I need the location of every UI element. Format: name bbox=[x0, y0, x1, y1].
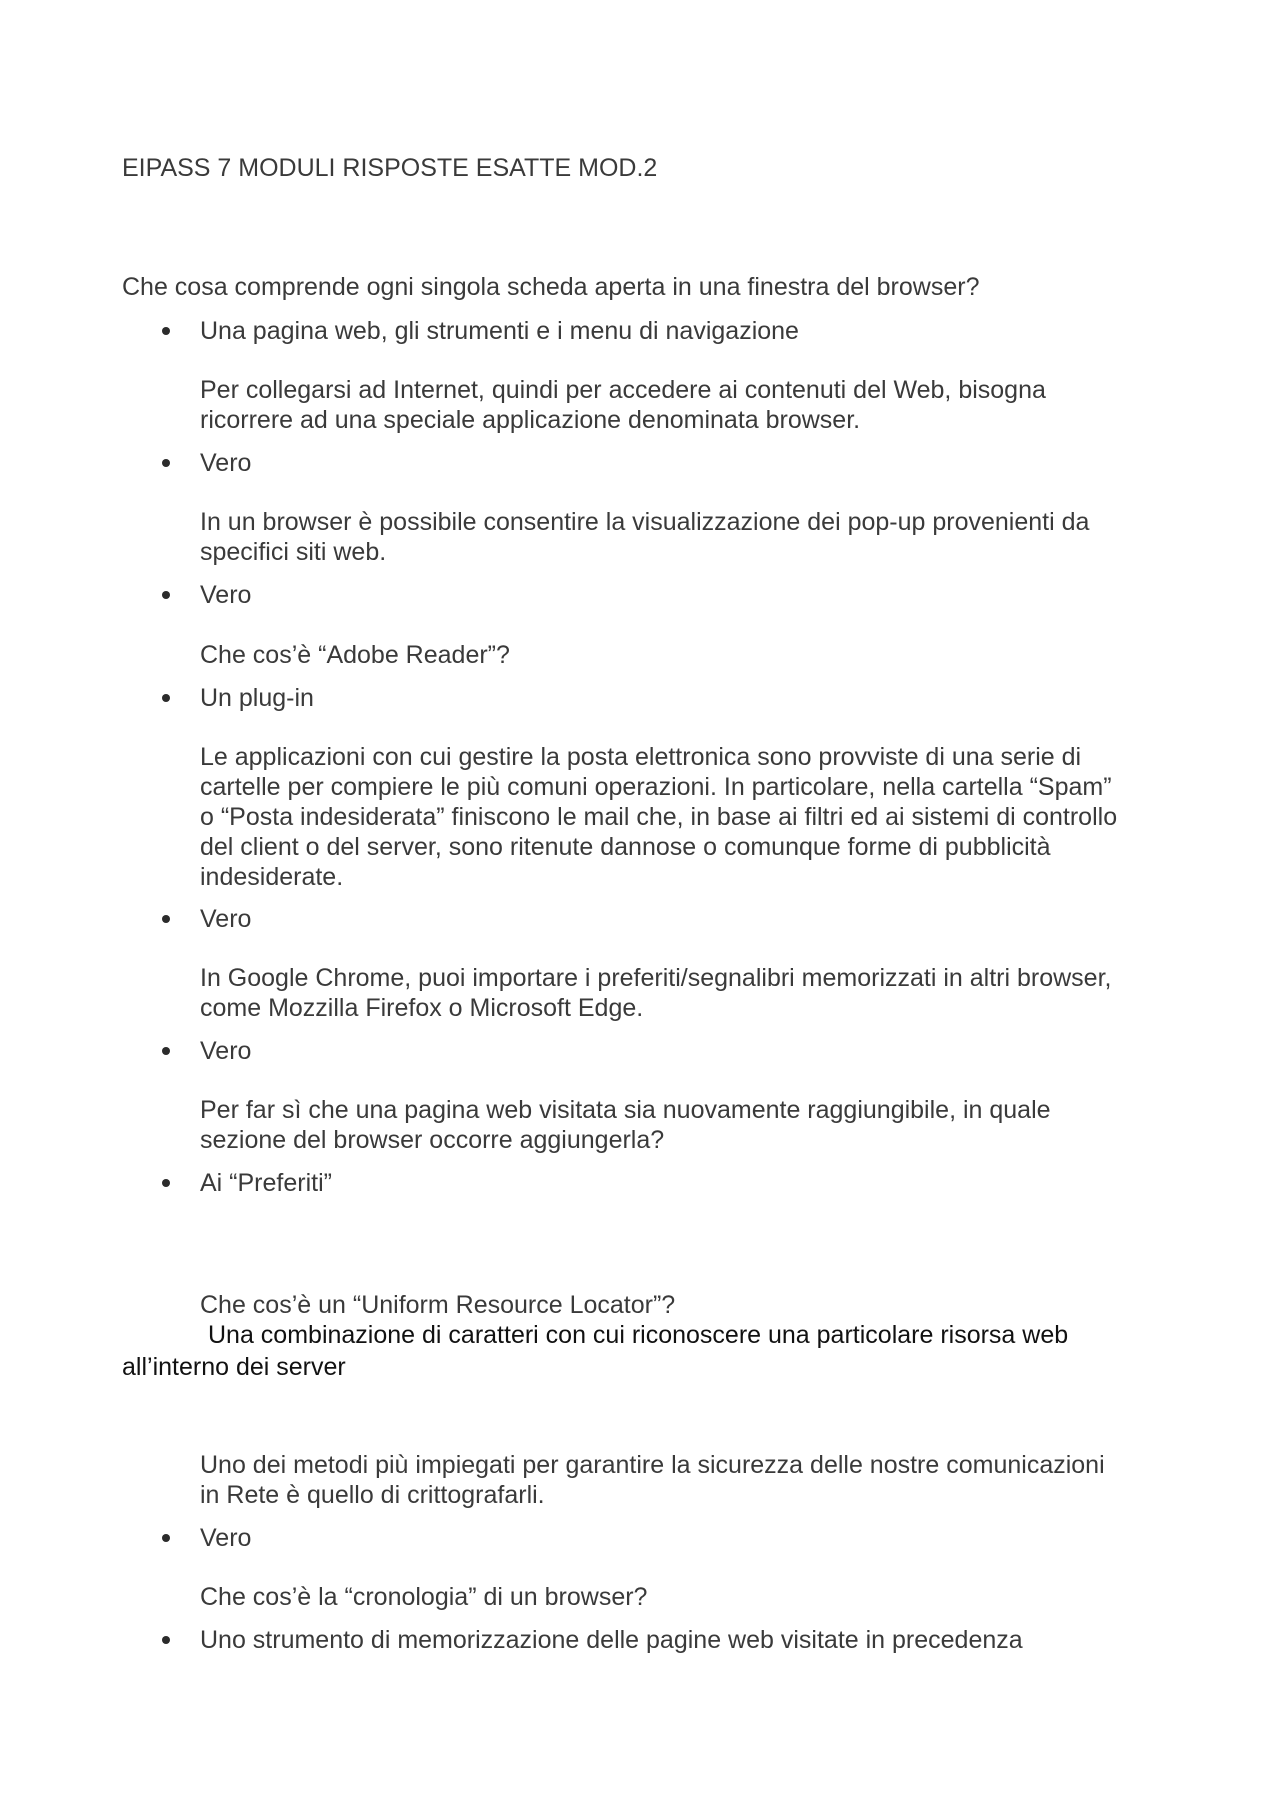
question-3-line-2: specifici siti web. bbox=[200, 538, 387, 566]
bullet-icon bbox=[162, 694, 170, 702]
answer-1: Una pagina web, gli strumenti e i menu di navigazione bbox=[200, 317, 799, 345]
question-9-line-2: in Rete è quello di crittografarli. bbox=[200, 1481, 545, 1509]
answer-2: Vero bbox=[200, 449, 252, 477]
bullet-icon bbox=[162, 1636, 170, 1644]
bullet-icon bbox=[162, 327, 170, 335]
question-5-line-5: indesiderate. bbox=[200, 863, 344, 891]
question-5-line-2: cartelle per compiere le più comuni operazioni. In particolare, nella cartella “Spam” bbox=[200, 773, 1112, 801]
answer-6: Vero bbox=[200, 1037, 252, 1065]
bullet-icon bbox=[162, 1534, 170, 1542]
answer-10: Uno strumento di memorizzazione delle pagine web visitate in precedenza bbox=[200, 1626, 1023, 1654]
question-9-line-1: Uno dei metodi più impiegati per garantire la sicurezza delle nostre comunicazioni bbox=[200, 1451, 1105, 1479]
question-6-line-1: In Google Chrome, puoi importare i preferiti/segnalibri memorizzati in altri browser, bbox=[200, 964, 1112, 992]
document-title: EIPASS 7 MODULI RISPOSTE ESATTE MOD.2 bbox=[122, 154, 658, 182]
bullet-icon bbox=[162, 915, 170, 923]
answer-8-line-1: Una combinazione di caratteri con cui riconoscere una particolare risorsa web bbox=[208, 1321, 1069, 1349]
question-4: Che cos’è “Adobe Reader”? bbox=[200, 641, 510, 669]
question-1: Che cosa comprende ogni singola scheda aperta in una finestra del browser? bbox=[122, 273, 980, 301]
answer-5: Vero bbox=[200, 905, 252, 933]
question-10: Che cos’è la “cronologia” di un browser? bbox=[200, 1583, 648, 1611]
answer-7: Ai “Preferiti” bbox=[200, 1169, 332, 1197]
question-5-line-3: o “Posta indesiderata” finiscono le mail che, in base ai filtri ed ai sistemi di controllo bbox=[200, 803, 1118, 831]
answer-3: Vero bbox=[200, 581, 252, 609]
question-7-line-2: sezione del browser occorre aggiungerla? bbox=[200, 1126, 665, 1154]
answer-4: Un plug-in bbox=[200, 684, 314, 712]
bullet-icon bbox=[162, 591, 170, 599]
answer-9: Vero bbox=[200, 1524, 252, 1552]
bullet-icon bbox=[162, 459, 170, 467]
bullet-icon bbox=[162, 1179, 170, 1187]
question-7-line-1: Per far sì che una pagina web visitata sia nuovamente raggiungibile, in quale bbox=[200, 1096, 1051, 1124]
question-6-line-2: come Mozzilla Firefox o Microsoft Edge. bbox=[200, 994, 644, 1022]
question-3-line-1: In un browser è possibile consentire la visualizzazione dei pop-up provenienti da bbox=[200, 508, 1090, 536]
question-2-line-1: Per collegarsi ad Internet, quindi per accedere ai contenuti del Web, bisogna bbox=[200, 376, 1046, 404]
question-5-line-4: del client o del server, sono ritenute dannose o comunque forme di pubblicità bbox=[200, 833, 1051, 861]
answer-8-line-2: all’interno dei server bbox=[122, 1353, 346, 1381]
question-2-line-2: ricorrere ad una speciale applicazione denominata browser. bbox=[200, 406, 861, 434]
bullet-icon bbox=[162, 1047, 170, 1055]
question-5-line-1: Le applicazioni con cui gestire la posta elettronica sono provviste di una serie di bbox=[200, 743, 1082, 771]
question-8: Che cos’è un “Uniform Resource Locator”? bbox=[200, 1291, 676, 1319]
